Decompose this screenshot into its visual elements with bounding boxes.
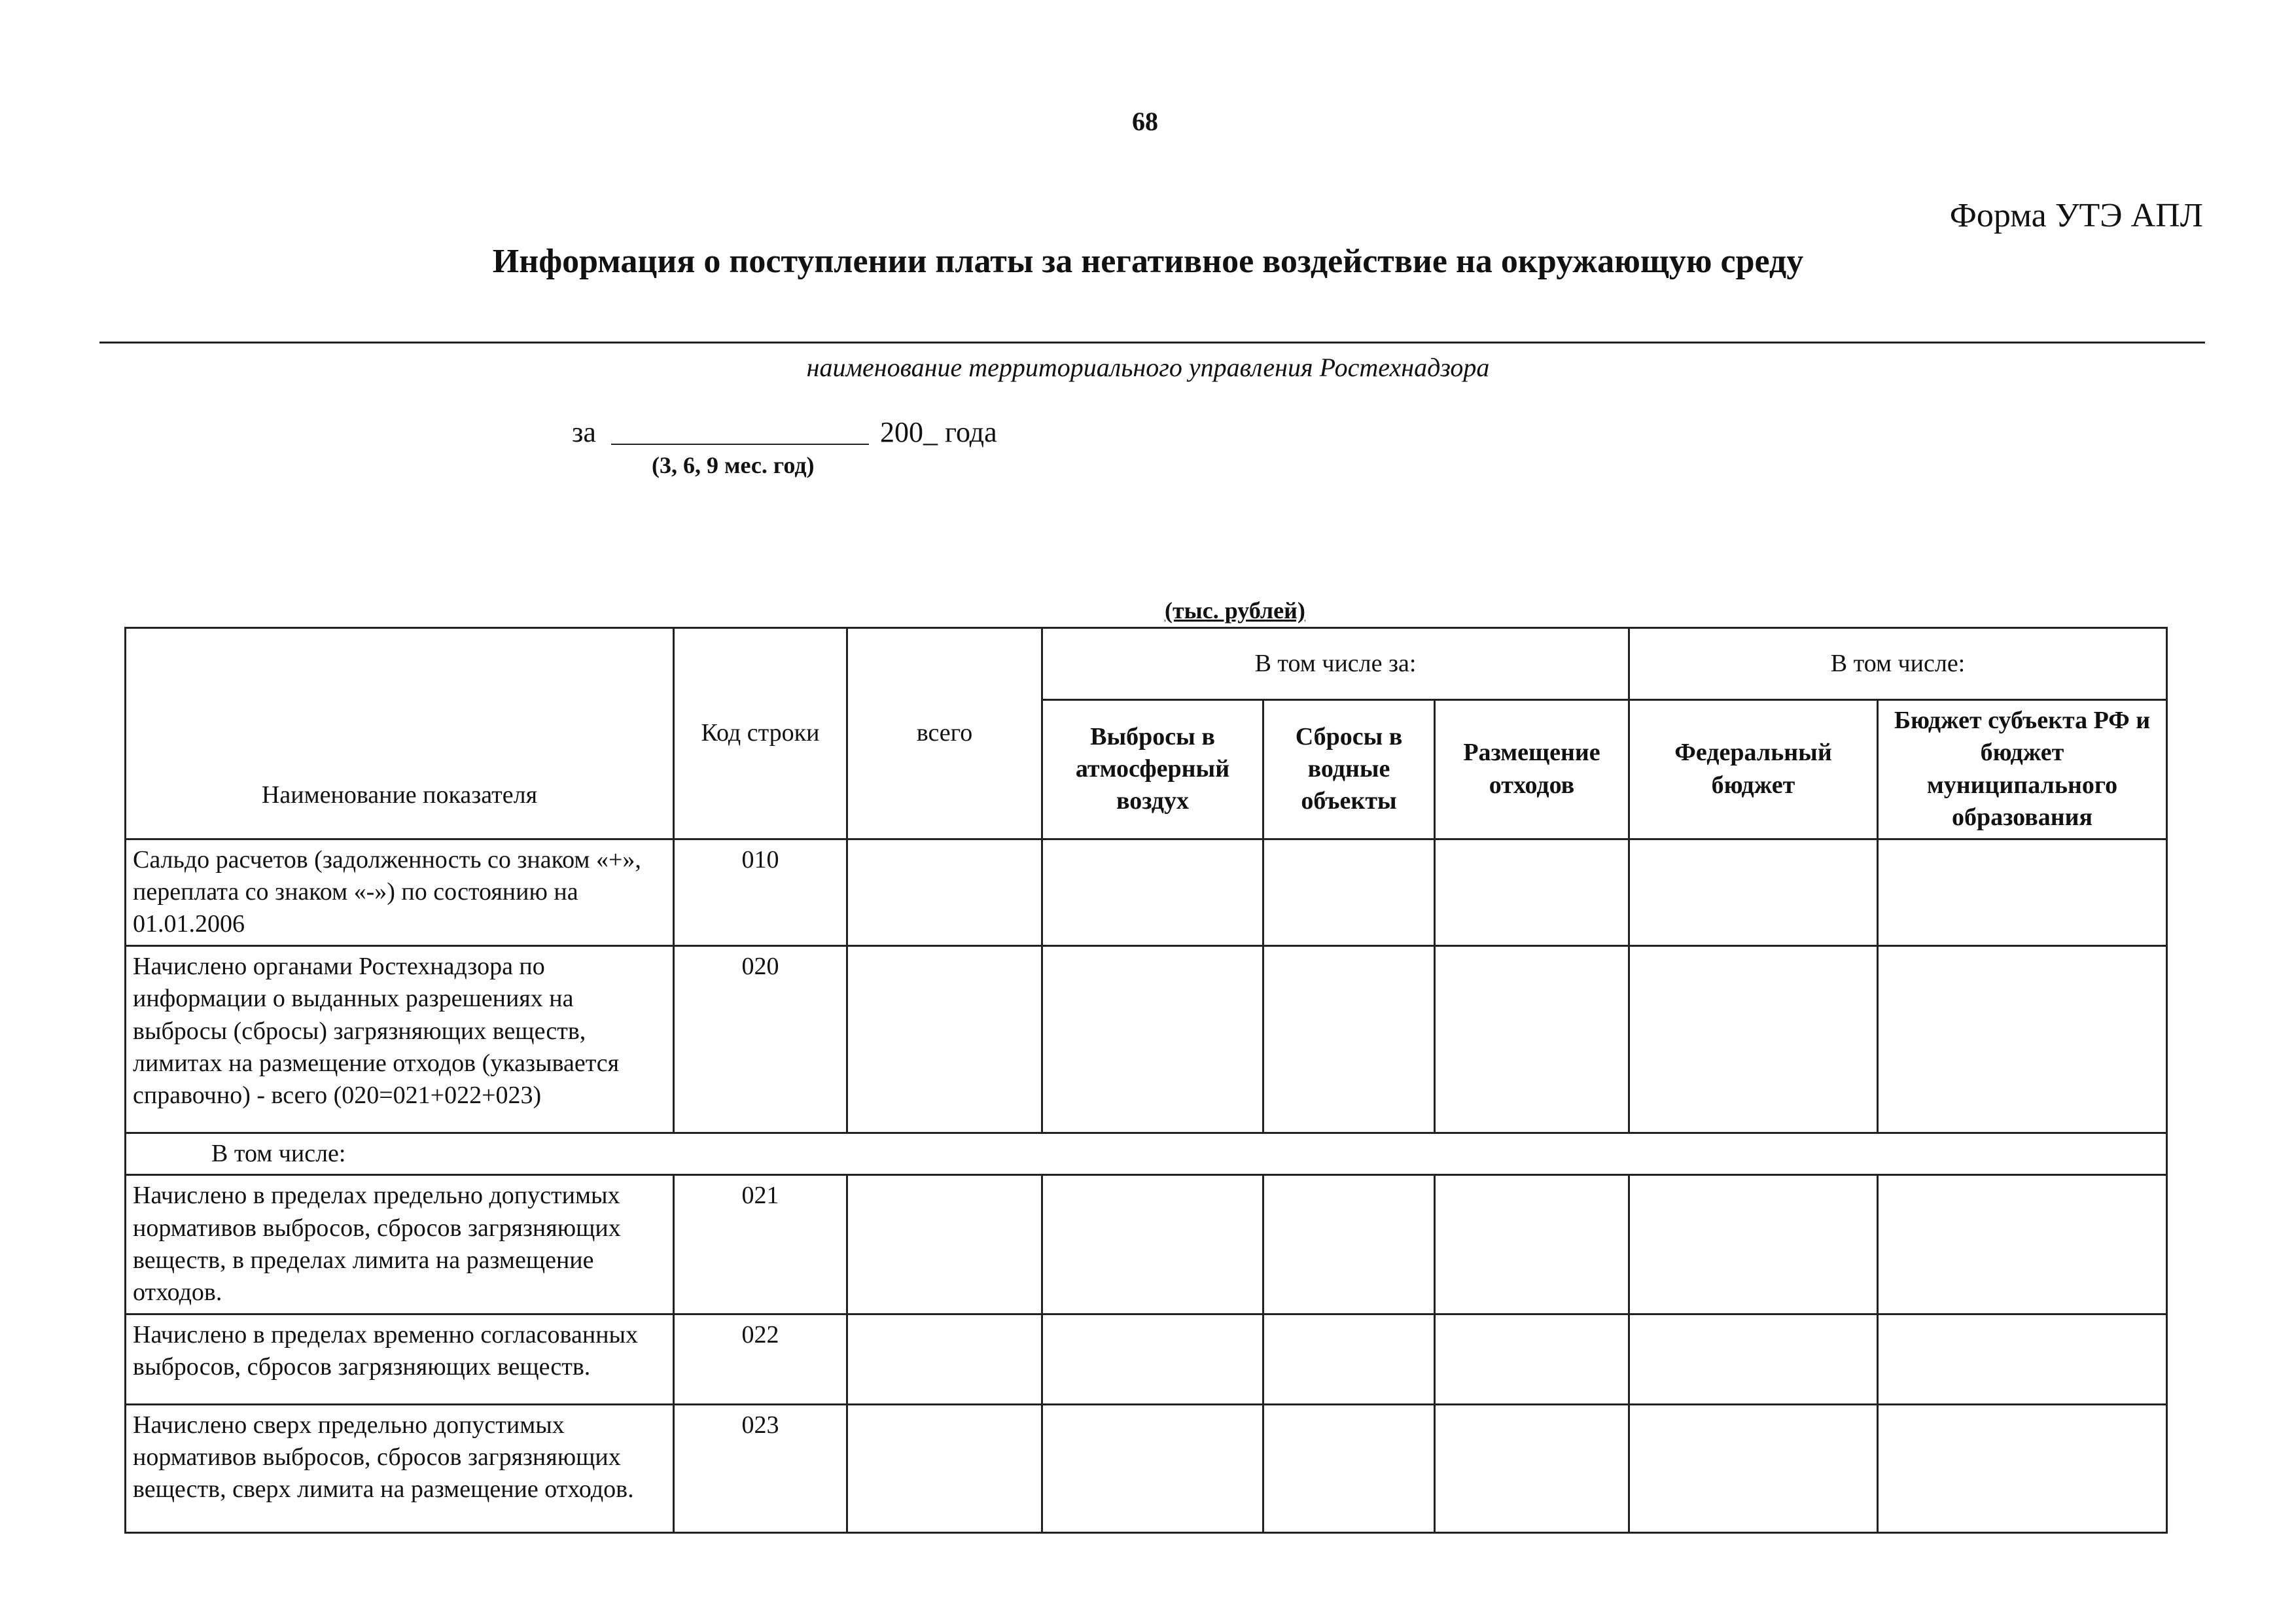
page-number: 68: [1132, 107, 1158, 136]
cell-federal[interactable]: [1629, 1314, 1878, 1404]
table-row: [126, 945, 2167, 1133]
header-group-including: В том числе:: [1629, 628, 2167, 700]
period-blank-line[interactable]: [611, 444, 869, 445]
row-name: Начислено в пределах временно согласованных выбросов, сбросов загрязняющих веществ.: [126, 1314, 674, 1404]
cell-regional[interactable]: [1878, 945, 2167, 1133]
table-row: [126, 1314, 2167, 1404]
cell-waste[interactable]: [1435, 945, 1629, 1133]
cell-regional[interactable]: [1878, 1314, 2167, 1404]
units-label: (тыс. рублей): [1165, 597, 1305, 624]
header-code: Код строки: [674, 628, 847, 839]
cell-air[interactable]: [1042, 1314, 1263, 1404]
cell-total[interactable]: [847, 1314, 1042, 1404]
cell-waste[interactable]: [1435, 839, 1629, 945]
period-prefix: за: [572, 416, 596, 448]
cell-waste[interactable]: [1435, 1404, 1629, 1532]
table-row: [126, 1404, 2167, 1532]
row-name: Начислено в пределах предельно допустимых нормативов выбросов, сбросов загрязняющих веществ, в пределах лимита на размещение отходов.: [126, 1175, 674, 1314]
header-row: [126, 628, 2167, 700]
period-hint: (3, 6, 9 мес. год): [652, 452, 815, 478]
row-code: 020: [674, 945, 847, 1133]
report-table: [124, 627, 2168, 1534]
cell-regional[interactable]: [1878, 1175, 2167, 1314]
cell-regional[interactable]: [1878, 1404, 2167, 1532]
period-year: 200_ года: [880, 416, 997, 448]
cell-regional[interactable]: [1878, 839, 2167, 945]
row-code: 023: [674, 1404, 847, 1532]
header-total: всего: [847, 628, 1042, 839]
organization-name-line[interactable]: [99, 342, 2205, 344]
header-water: Сбросы в водные объекты: [1263, 700, 1435, 839]
subheader-row: [126, 1133, 2167, 1174]
cell-federal[interactable]: [1629, 839, 1878, 945]
cell-water[interactable]: [1263, 1314, 1435, 1404]
header-waste: Размещение отходов: [1435, 700, 1629, 839]
cell-total[interactable]: [847, 839, 1042, 945]
cell-federal[interactable]: [1629, 1175, 1878, 1314]
cell-total[interactable]: [847, 1175, 1042, 1314]
cell-water[interactable]: [1263, 1404, 1435, 1532]
header-air: Выбросы в атмосферный воздух: [1042, 700, 1263, 839]
cell-air[interactable]: [1042, 945, 1263, 1133]
header-federal: Федеральный бюджет: [1629, 700, 1878, 839]
cell-total[interactable]: [847, 1404, 1042, 1532]
row-name: Сальдо расчетов (задолженность со знаком «+», переплата со знаком «-») по состоянию на 01.01.2006: [126, 839, 674, 945]
row-code: 021: [674, 1175, 847, 1314]
cell-total[interactable]: [847, 945, 1042, 1133]
cell-air[interactable]: [1042, 1404, 1263, 1532]
subheader-including: В том числе:: [126, 1133, 2167, 1174]
row-code: 022: [674, 1314, 847, 1404]
cell-federal[interactable]: [1629, 945, 1878, 1133]
cell-water[interactable]: [1263, 945, 1435, 1133]
organization-caption: наименование территориального управления Ростехнадзора: [806, 353, 1490, 382]
cell-federal[interactable]: [1629, 1404, 1878, 1532]
header-regional: Бюджет субъекта РФ и бюджет муниципального образования: [1878, 700, 2167, 839]
form-code: Форма УТЭ АПЛ: [1949, 197, 2203, 234]
table-row: [126, 1175, 2167, 1314]
table-row: [126, 839, 2167, 945]
cell-water[interactable]: [1263, 1175, 1435, 1314]
cell-waste[interactable]: [1435, 1175, 1629, 1314]
cell-waste[interactable]: [1435, 1314, 1629, 1404]
header-group-including-for: В том числе за:: [1042, 628, 1629, 700]
cell-air[interactable]: [1042, 1175, 1263, 1314]
row-name: Начислено органами Ростехнадзора по информации о выданных разрешениях на выбросы (сбросы) загрязняющих веществ, лимитах на размещение отходов (указывается справочно) - всего (020=021+022+023): [126, 945, 674, 1133]
row-name: Начислено сверх предельно допустимых нормативов выбросов, сбросов загрязняющих веществ, сверх лимита на размещение отходов.: [126, 1404, 674, 1532]
cell-water[interactable]: [1263, 839, 1435, 945]
row-code: 010: [674, 839, 847, 945]
document-title: Информация о поступлении платы за негативное воздействие на окружающую среду: [492, 243, 1804, 280]
cell-air[interactable]: [1042, 839, 1263, 945]
header-name: Наименование показателя: [126, 628, 674, 839]
